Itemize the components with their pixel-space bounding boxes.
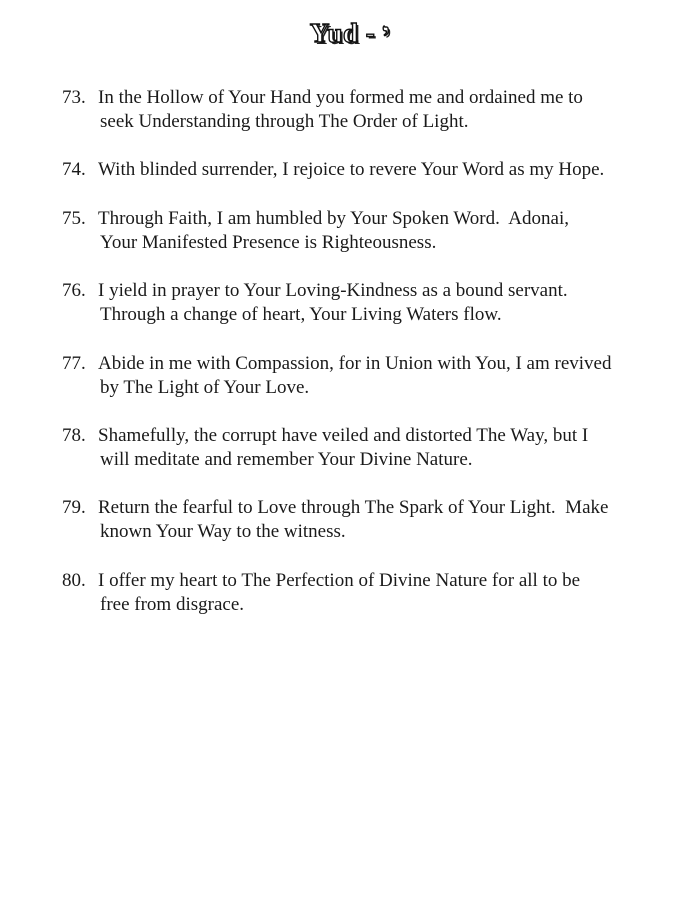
verse-text — [98, 496, 662, 544]
verse-item — [62, 207, 662, 255]
verse-line: Shamefully, the corrupt have veiled and distorted The Way, but I — [98, 424, 589, 446]
verse-line: I offer my heart to The Perfection of Divine Nature for all to be — [98, 569, 581, 591]
verse-number: 74. — [62, 159, 86, 181]
verse-number: 80. — [62, 569, 86, 591]
verse-line: by The Light of Your Love. — [100, 376, 310, 398]
verse-line: free from disgrace. — [100, 593, 245, 615]
verse-item — [62, 158, 662, 182]
verse-line: I yield in prayer to Your Loving-Kindness as a bound servant. — [98, 280, 568, 302]
page-title: Yud - י — [309, 18, 391, 48]
verse-number: 79. — [62, 497, 86, 519]
verse-line: In the Hollow of Your Hand you formed me and ordained me to — [98, 87, 583, 108]
verse-text — [98, 424, 662, 472]
verse-number: 76. — [62, 280, 86, 302]
verse-line: With blinded surrender, I rejoice to revere Your Word as my Hope. — [98, 159, 605, 181]
verse-line: Your Manifested Presence is Righteousness. — [100, 231, 437, 253]
verse-line: Through Faith, I am humbled by Your Spoken Word. Adonai, — [98, 207, 569, 229]
verse-text — [98, 86, 662, 134]
verse-number: 75. — [62, 207, 86, 229]
verse-item — [62, 86, 662, 134]
verse-item — [62, 279, 662, 327]
verse-number: 78. — [62, 424, 86, 446]
verse-number: 77. — [62, 352, 86, 374]
verse-text — [98, 158, 662, 182]
verse-line: Through a change of heart, Your Living Waters flow. — [100, 304, 502, 326]
verse-text — [98, 352, 662, 400]
verse-item — [62, 496, 662, 544]
verse-line: Return the fearful to Love through The Spark of Your Light. Make — [98, 497, 609, 519]
verse-item — [62, 424, 662, 472]
verse-text — [98, 279, 662, 327]
verse-text — [98, 207, 662, 255]
verse-line: will meditate and remember Your Divine Nature. — [100, 448, 473, 470]
verse-line: seek Understanding through The Order of Light. — [100, 111, 469, 132]
verse-item — [62, 569, 662, 617]
verse-item — [62, 352, 662, 400]
verse-line: Abide in me with Compassion, for in Union with You, I am revived — [98, 352, 612, 374]
verse-number: 73. — [62, 87, 86, 108]
verse-text — [98, 569, 662, 617]
verse-list — [62, 86, 662, 641]
verse-line: known Your Way to the witness. — [100, 521, 346, 543]
